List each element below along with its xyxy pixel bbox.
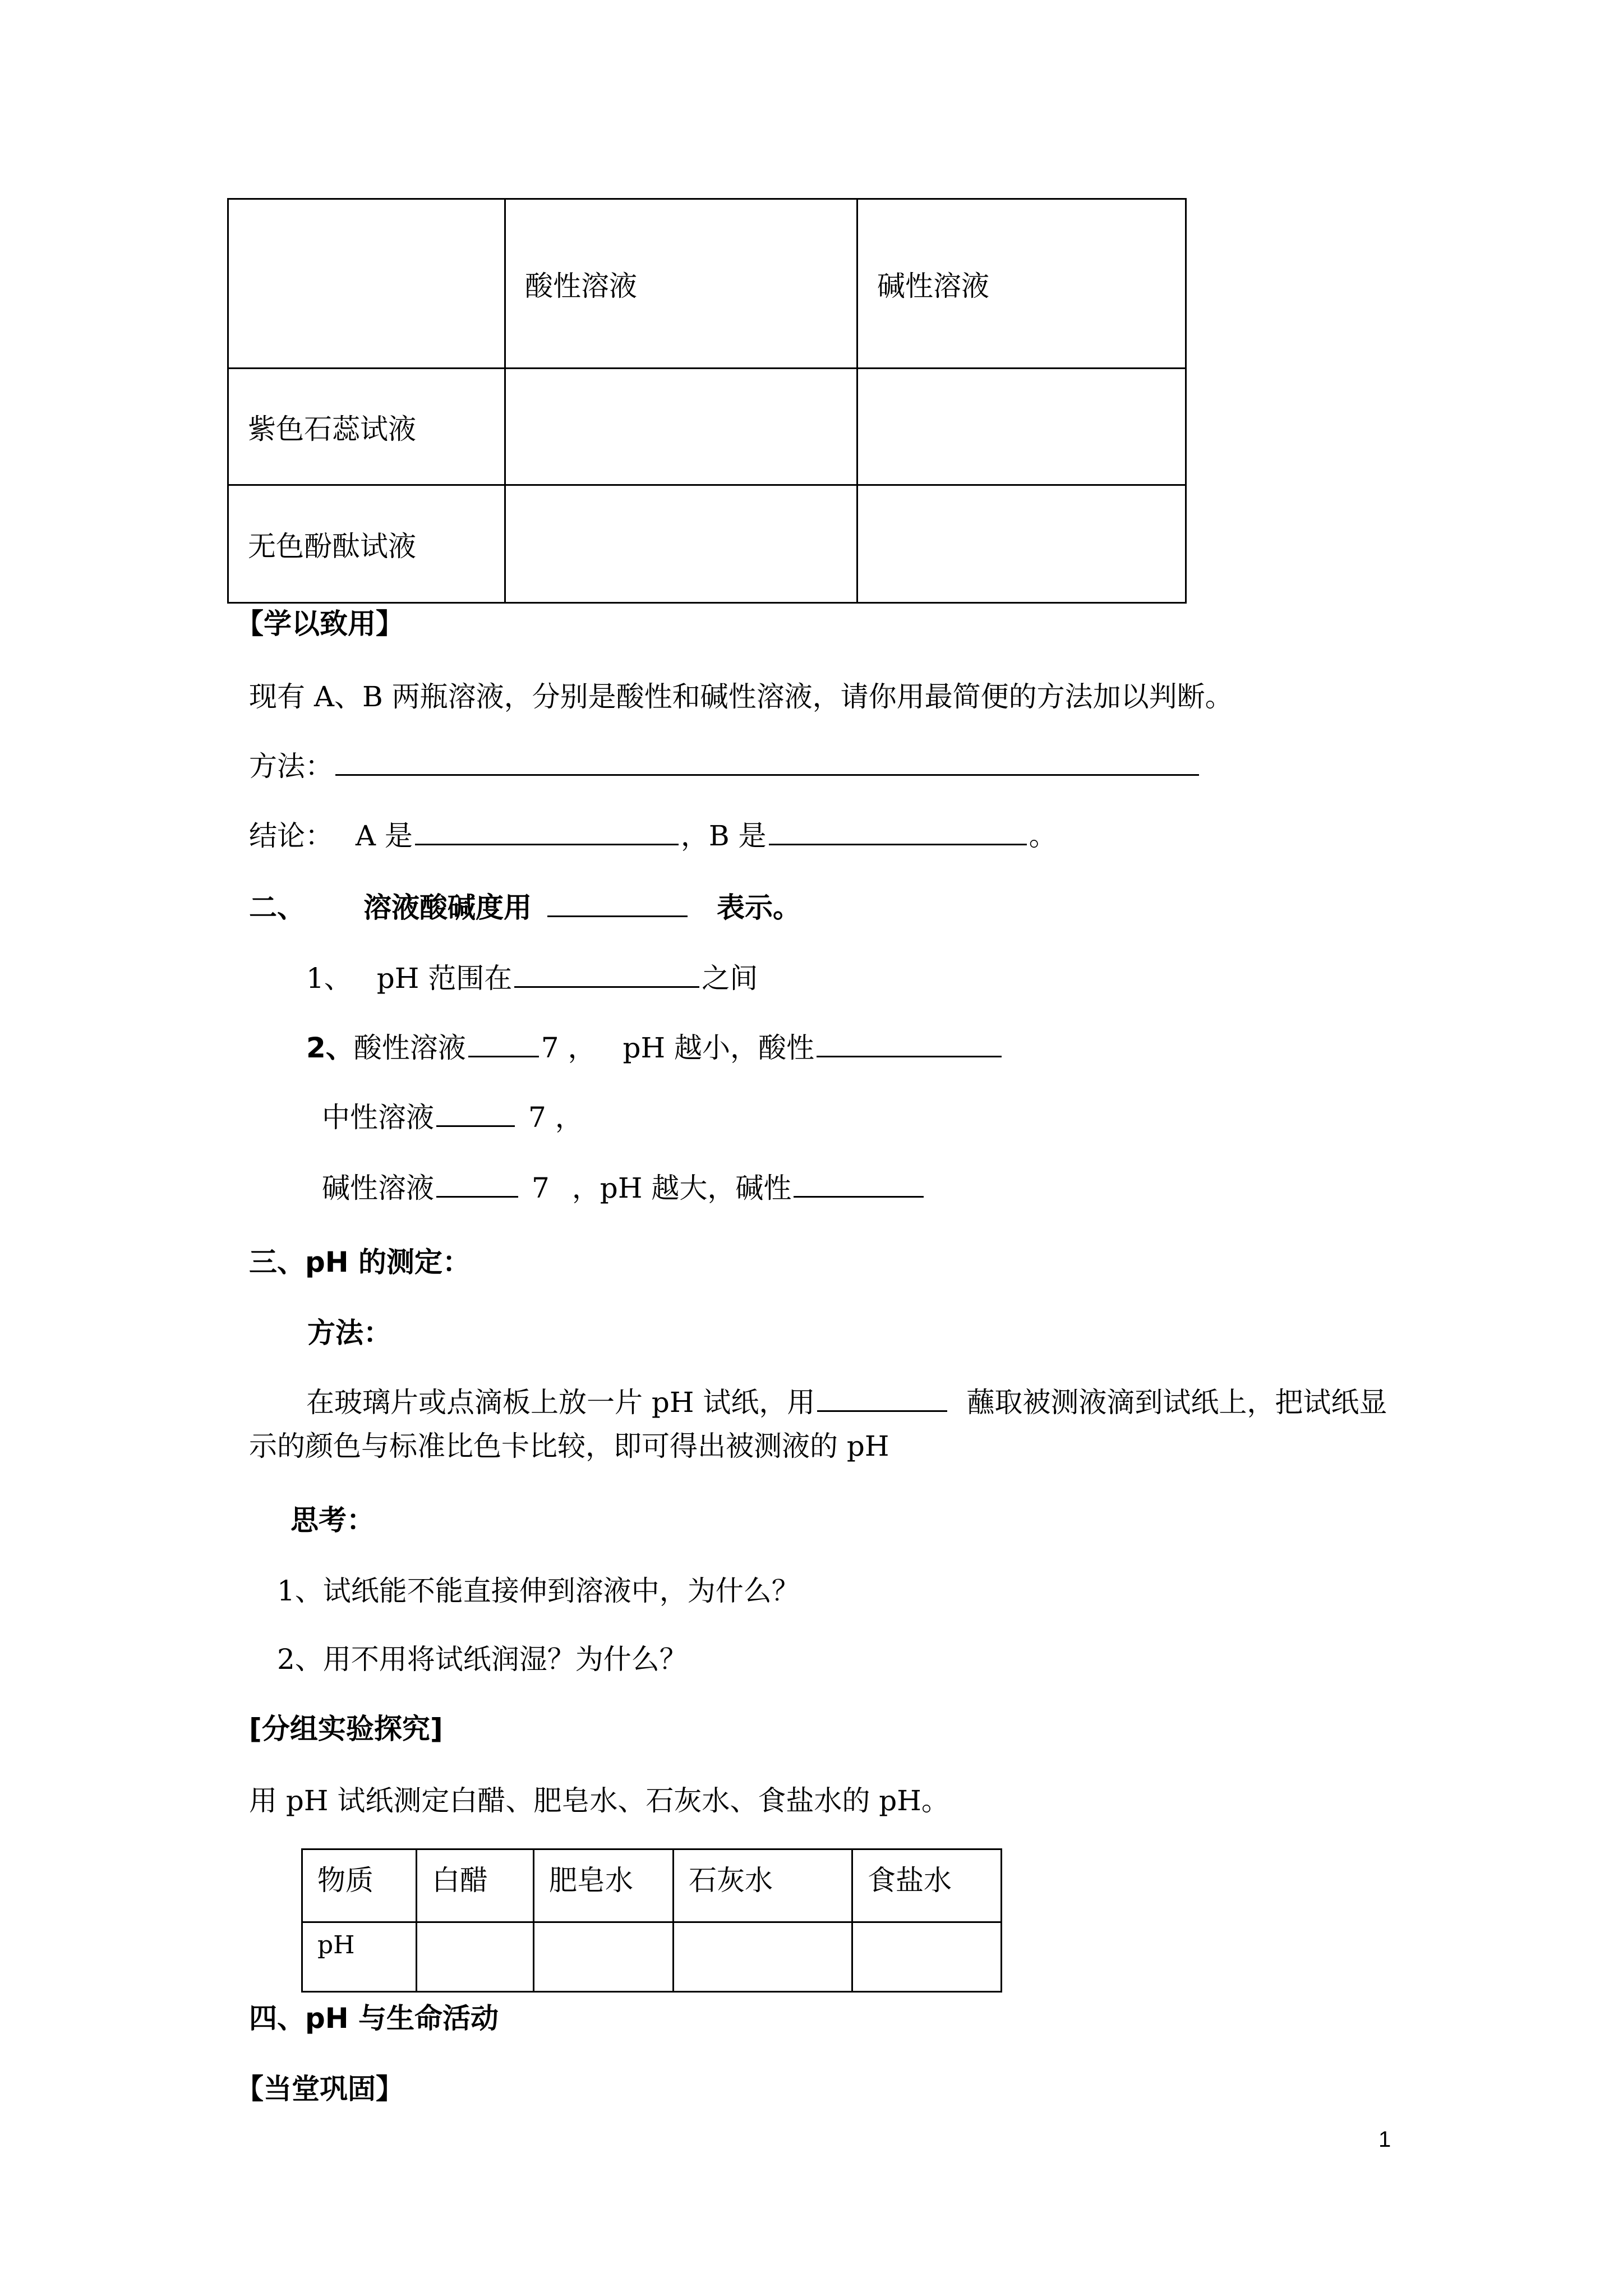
method-label: 方法： (249, 750, 333, 783)
t1-header-base: 碱性溶液 (857, 199, 1186, 369)
t1-cell (505, 369, 857, 485)
t2-header: 肥皂水 (534, 1849, 674, 1922)
t2-cell (852, 1922, 1002, 1992)
t2-cell (674, 1922, 852, 1992)
s2-item2-acid (306, 1031, 1004, 1065)
acid-after: 7 ， (541, 1032, 596, 1064)
consolidate-heading: 【当堂巩固】 (236, 2073, 404, 2105)
method-blank[interactable] (335, 751, 1199, 776)
comma: ， (680, 820, 709, 852)
end-mark: 。 (1029, 820, 1057, 852)
conclusion-label: 结论： (249, 820, 333, 852)
s3-p2: 示的颜色与标准比色卡比较，即可得出被测液的 pH (249, 1430, 889, 1462)
apply-question: 现有 A、B 两瓶溶液，分别是酸性和碱性溶液，请你用最简便的方法加以判断。 (249, 680, 1233, 713)
group-heading: [分组实验探究] (249, 1713, 443, 1745)
s3-p1-pre: 在玻璃片或点滴板上放一片 pH 试纸，用 (306, 1386, 815, 1419)
t1-cell (857, 485, 1186, 603)
neutral-blank[interactable] (436, 1102, 515, 1127)
base-label: 碱性溶液 (322, 1172, 434, 1204)
t2-header: 白醋 (417, 1849, 534, 1922)
acid-blank[interactable] (468, 1032, 539, 1057)
s3-p1-post: 蘸取被测液滴到试纸上，把试纸显 (966, 1386, 1387, 1419)
section-3-title: 三、pH 的测定： (249, 1246, 471, 1278)
base-after: 7 (532, 1172, 550, 1204)
t2-header: 物质 (302, 1849, 417, 1922)
group-intro: 用 pH 试纸测定白醋、肥皂水、石灰水、食盐水的 pH。 (249, 1784, 949, 1817)
base-blank[interactable] (436, 1172, 518, 1198)
ph-table (301, 1848, 1002, 1993)
s2-item1-post: 之间 (702, 962, 758, 995)
apply-heading: 【学以致用】 (236, 608, 404, 640)
neutral-label: 中性溶液 (322, 1101, 434, 1134)
a-is-label: A 是 (355, 820, 413, 852)
section-4-title: 四、pH 与生命活动 (249, 2002, 499, 2035)
s2-neutral (322, 1101, 583, 1134)
t1-row-phenolphthalein: 无色酚酞试液 (228, 485, 505, 603)
conclusion-line (249, 819, 1057, 853)
s2-item1-num: 1、 (306, 962, 352, 995)
s3-think: 思考： (291, 1504, 375, 1536)
section-2-num: 二、 (249, 891, 305, 924)
t2-cell (417, 1922, 534, 1992)
section-2-title (363, 891, 801, 924)
t2-cell (534, 1922, 674, 1992)
t2-header: 食盐水 (852, 1849, 1002, 1922)
t2-ph-label: pH (302, 1922, 417, 1992)
t1-cell (505, 485, 857, 603)
ph-range-blank[interactable] (514, 963, 699, 988)
s3-q1: 1、试纸能不能直接伸到溶液中，为什么？ (277, 1575, 800, 1607)
s3-p1 (306, 1386, 1387, 1419)
s3-q2: 2、用不用将试纸润湿？为什么？ (277, 1643, 688, 1676)
s2-title-pre: 溶液酸碱度用 (363, 891, 532, 924)
s3-method: 方法： (307, 1317, 391, 1349)
acid-label: 酸性溶液 (353, 1032, 466, 1064)
s2-title-post: 表示。 (717, 891, 801, 924)
t1-corner-cell (228, 199, 505, 369)
s2-title-blank[interactable] (547, 892, 688, 917)
s2-base (322, 1171, 926, 1205)
indicator-table (227, 198, 1187, 604)
page-number: 1 (1378, 2127, 1391, 2152)
s2-item1-pre: pH 范围在 (376, 962, 513, 995)
a-blank[interactable] (415, 820, 679, 845)
t1-header-acid: 酸性溶液 (505, 199, 857, 369)
acid-more: pH 越小，酸性 (623, 1032, 815, 1064)
method-line (249, 749, 1201, 783)
s3-tool-blank[interactable] (817, 1387, 947, 1412)
base-more: ，pH 越大，碱性 (571, 1172, 792, 1204)
acid-more-blank[interactable] (817, 1032, 1002, 1057)
t1-cell (857, 369, 1186, 485)
neutral-after: 7 ， (528, 1101, 583, 1134)
base-more-blank[interactable] (794, 1172, 924, 1198)
s2-item2-num: 2、 (306, 1032, 354, 1064)
t1-row-litmus: 紫色石蕊试液 (228, 369, 505, 485)
t2-header: 石灰水 (674, 1849, 852, 1922)
s2-item1 (306, 961, 758, 995)
b-blank[interactable] (769, 820, 1027, 845)
b-is-label: B 是 (708, 820, 767, 852)
